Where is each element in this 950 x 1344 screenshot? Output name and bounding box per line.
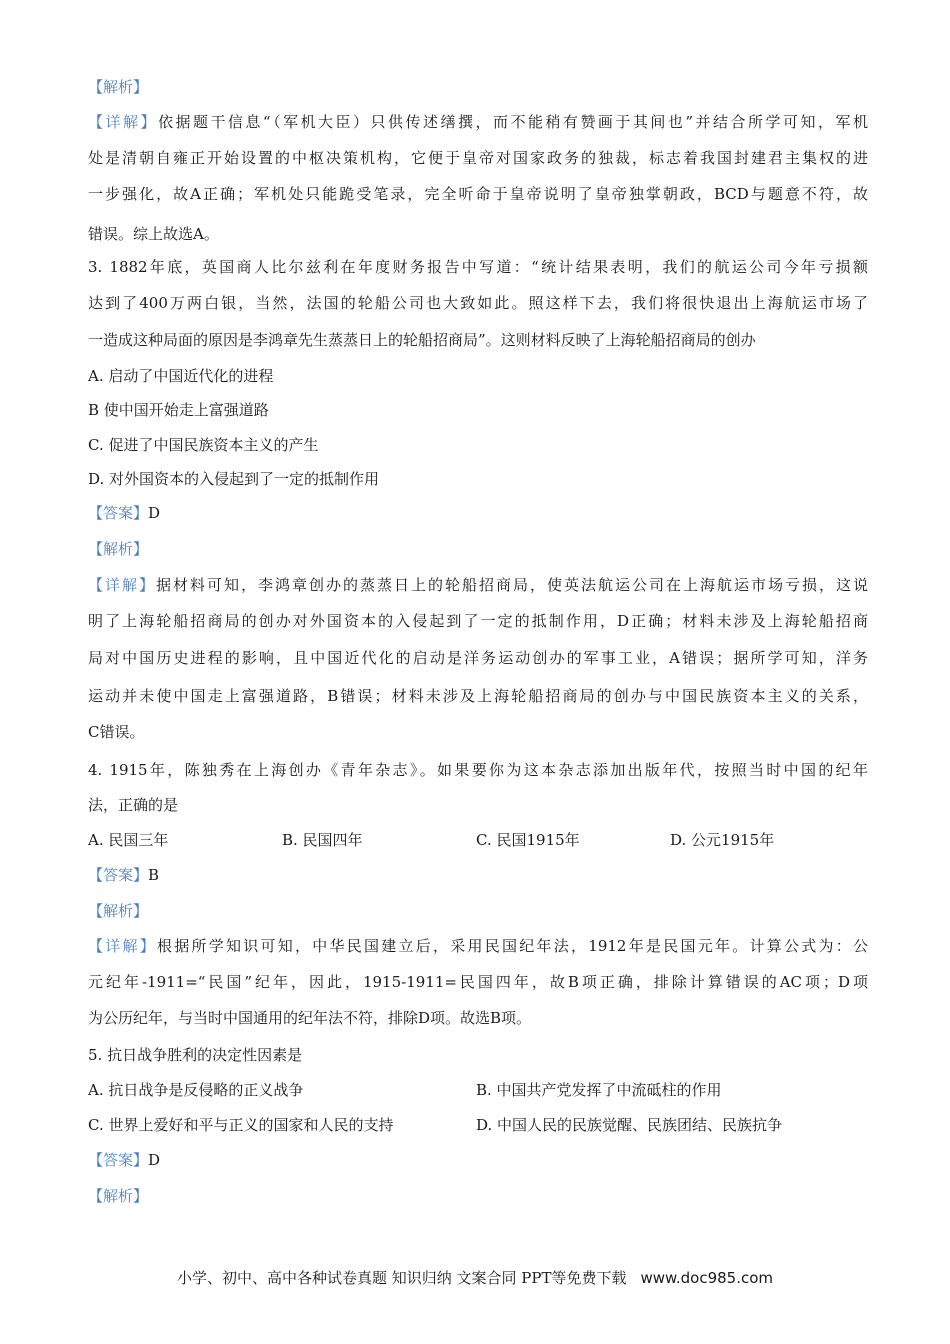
question-3-detail: 局对中国历史进程的影响，且中国近代化的启动是洋务运动创办的军事工业，A错误；据所学可知，洋务 [88,649,868,667]
question-3-answer: 【答案】D [88,504,161,522]
question-3-option-b: B 使中国开始走上富强道路 [88,401,269,419]
question-3-stem: 达到了400万两白银，当然，法国的轮船公司也大致如此。照这样下去，我们将很快退出上海航运市场了 [88,294,868,312]
question-4-option-b: B. 民国四年 [282,831,363,849]
question-4-option-d: D. 公元1915年 [670,831,775,849]
question-5-option-c: C. 世界上爱好和平与正义的国家和人民的支持 [88,1116,394,1134]
detail-paragraph-line: 处是清朝自雍正开始设置的中枢决策机构，它便于皇帝对国家政务的独裁，标志着我国封建君主集权的进 [88,149,868,167]
question-5-stem: 5. 抗日战争胜利的决定性因素是 [88,1046,303,1064]
question-5-option-a: A. 抗日战争是反侵略的正义战争 [88,1081,304,1099]
question-4-analysis-heading: 【解析】 [88,902,149,920]
question-3-detail: 明了上海轮船招商局的创办对外国资本的入侵起到了一定的抵制作用，D正确；材料未涉及上海轮船招商 [88,612,868,630]
question-3-detail: 【详解】据材料可知，李鸿章创办的蒸蒸日上的轮船招商局，使英法航运公司在上海航运市场亏损，这说 [88,576,868,594]
question-3-option-d: D. 对外国资本的入侵起到了一定的抵制作用 [88,470,380,488]
question-3-option-c: C. 促进了中国民族资本主义的产生 [88,436,319,454]
detail-paragraph-line: 【详解】依据题干信息“（军机大臣）只供传述缮撰，而不能稍有赞画于其间也”并结合所学可知，军机 [88,113,868,131]
question-4-option-a: A. 民国三年 [88,831,169,849]
question-3-stem: 一造成这种局面的原因是李鸿章先生蒸蒸日上的轮船招商局”。这则材料反映了上海轮船招商局的创办 [88,331,756,349]
page-footer [0,1268,950,1288]
detail-paragraph-line: 错误。综上故选A。 [88,225,219,243]
question-3-stem: 3. 1882年底，英国商人比尔兹利在年度财务报告中写道：“统计结果表明，我们的航运公司今年亏损额 [88,258,868,276]
footer-text: 小学、初中、高中各种试卷真题 知识归纳 文案合同 PPT等免费下载 [176,1269,627,1287]
question-5-option-b: B. 中国共产党发挥了中流砥柱的作用 [476,1081,722,1099]
question-4-answer: 【答案】B [88,866,160,884]
footer-url[interactable]: www.doc985.com [640,1269,774,1287]
detail-paragraph-line: 一步强化，故A正确；军机处只能跪受笔录，完全听命于皇帝说明了皇帝独掌朝政，BCD与题意不符，故 [88,185,868,203]
question-3-analysis-heading: 【解析】 [88,540,149,558]
question-3-option-a: A. 启动了中国近代化的进程 [88,367,274,385]
question-5-answer: 【答案】D [88,1151,161,1169]
question-5-option-d: D. 中国人民的民族觉醒、民族团结、民族抗争 [476,1116,783,1134]
question-4-option-c: C. 民国1915年 [476,831,580,849]
question-5-analysis-heading: 【解析】 [88,1187,149,1205]
question-3-detail: C错误。 [88,723,145,741]
question-4-stem: 法，正确的是 [88,796,179,814]
question-4-detail: 元纪年-1911=“民国”纪年，因此，1915-1911=民国四年，故B项正确，排除计算错误的AC项；D项 [88,973,868,991]
question-4-detail: 为公历纪年，与当时中国通用的纪年法不符，排除D项。故选B项。 [88,1009,532,1027]
question-4-detail: 【详解】根据所学知识可知，中华民国建立后，采用民国纪年法，1912年是民国元年。计算公式为：公 [88,937,868,955]
analysis-heading: 【解析】 [88,78,149,96]
question-4-stem: 4. 1915年，陈独秀在上海创办《青年杂志》。如果要你为这本杂志添加出版年代，按照当时中国的纪年 [88,761,868,779]
question-3-detail: 运动并未使中国走上富强道路，B错误；材料未涉及上海轮船招商局的创办与中国民族资本主义的关系， [88,687,868,705]
